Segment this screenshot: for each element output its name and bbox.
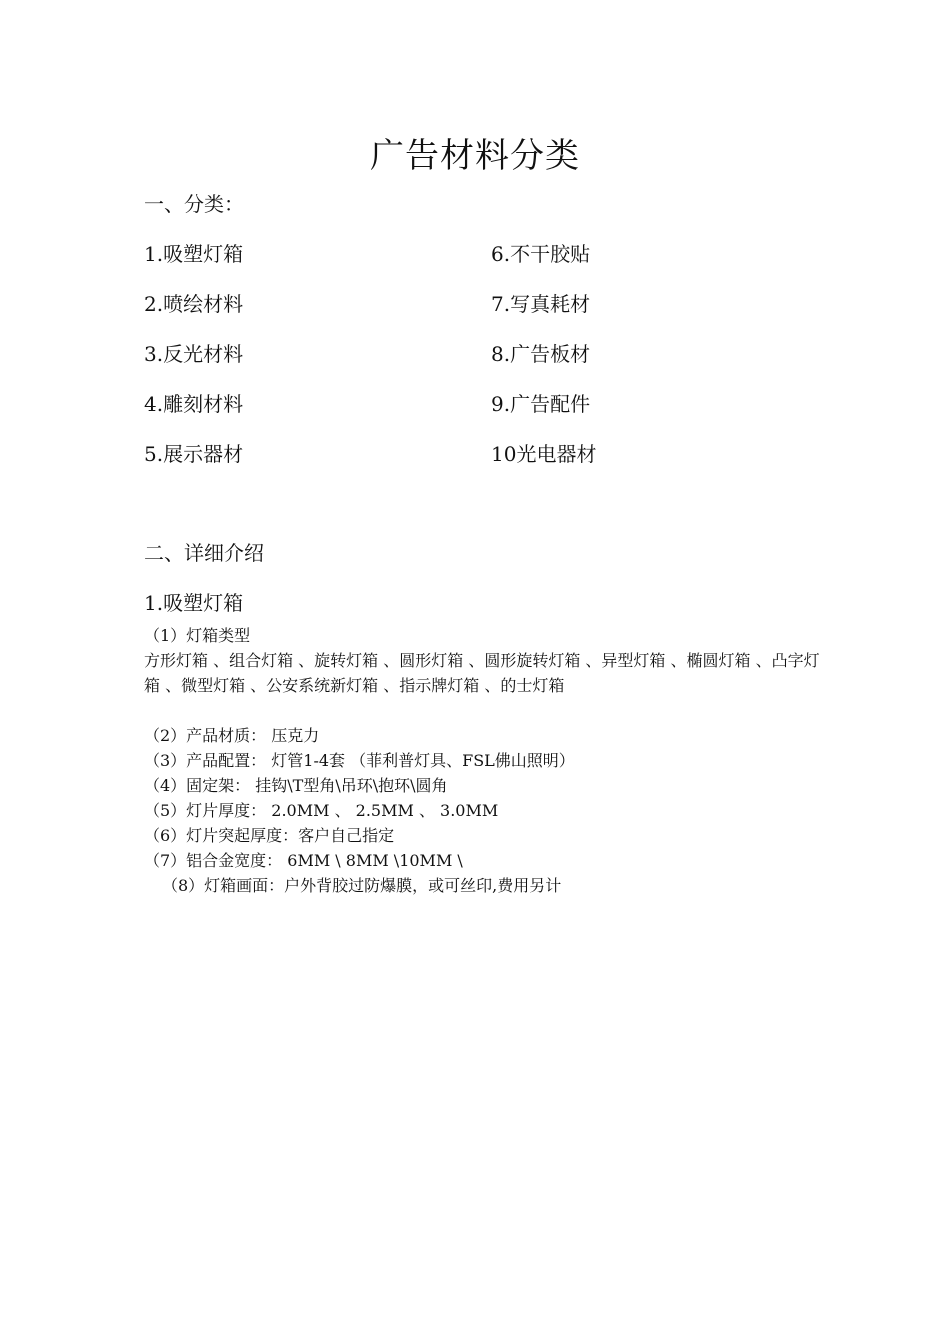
- detail-item: （7）铝合金宽度： 6MM \ 8MM \10MM \: [144, 851, 463, 870]
- category-item: 10光电器材: [491, 442, 597, 466]
- category-item: 9.广告配件: [491, 392, 591, 416]
- category-item: 6.不干胶贴: [491, 242, 591, 266]
- detail-item-label: （1）灯箱类型: [144, 626, 251, 645]
- page-title: 广告材料分类: [370, 136, 580, 176]
- detail-item-body: 方形灯箱 、组合灯箱 、旋转灯箱 、圆形灯箱 、圆形旋转灯箱 、异型灯箱 、椭圆灯箱 、凸字灯箱 、微型灯箱 、公安系统新灯箱 、指示牌灯箱 、的士灯箱: [144, 651, 820, 695]
- section-heading-details: 二、详细介绍: [144, 541, 264, 565]
- category-item: 3.反光材料: [144, 342, 244, 366]
- category-item: 7.写真耗材: [491, 292, 591, 316]
- detail-item: （4）固定架： 挂钩\T型角\吊环\抱环\圆角: [144, 776, 448, 795]
- category-item: 4.雕刻材料: [144, 392, 244, 416]
- detail-item: （8）灯箱画面：户外背胶过防爆膜，或可丝印,费用另计: [162, 876, 562, 895]
- section-heading-classification: 一、分类：: [144, 192, 244, 216]
- category-item: 1.吸塑灯箱: [144, 242, 244, 266]
- subsection-heading: 1.吸塑灯箱: [144, 591, 244, 615]
- detail-item: （3）产品配置： 灯管1-4套 （菲利普灯具、FSL佛山照明）: [144, 751, 575, 770]
- category-item: 2.喷绘材料: [144, 292, 244, 316]
- category-item: 5.展示器材: [144, 442, 244, 466]
- detail-item: （5）灯片厚度： 2.0MM 、 2.5MM 、 3.0MM: [144, 801, 499, 820]
- detail-item: （2）产品材质： 压克力: [144, 726, 320, 745]
- detail-item: （6）灯片突起厚度：客户自己指定: [144, 826, 395, 845]
- category-item: 8.广告板材: [491, 342, 591, 366]
